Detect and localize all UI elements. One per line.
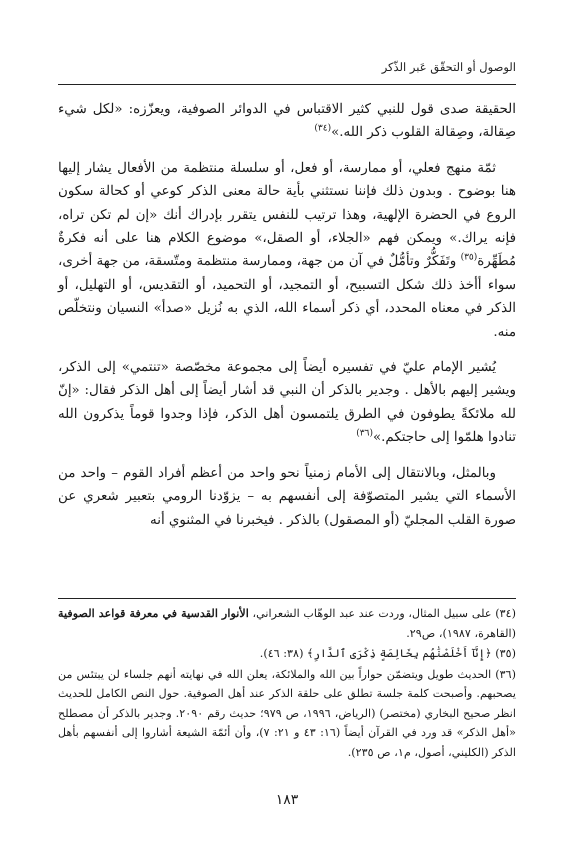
paragraph-3-text: يُشير الإمام عليّ في تفسيره أيضاً إلى مجموعة مخصّصة «تنتمي» إلى الذكر، ويشير إليهم بالأهل . وجدير بالذكر أن النبي قد أشار أيضاً إلى أهل الذكر فقال: «إنّ لله ملائكةً يطوفون في الطرق يلتمسون أهل الذكر، فإذا وجدوا قوماً يذكرون الله تنادوا هلمّوا إلى حاجتكم.»: [58, 360, 516, 446]
paragraph-2: [58, 157, 516, 344]
paragraph-1: [58, 98, 516, 145]
header-rule: [58, 84, 516, 85]
footnote-ref-34: (٣٤): [314, 123, 332, 134]
paragraph-4-text: وبالمثل، وبالانتقال إلى الأمام زمنياً نحو واحد من أعظم أفراد القوم – واحد من الأسماء التي يشير المتصوّفة إلى أنفسهم به – يزوّدنا الرومي بتعبير شعري عن صورة القلب المجليّ (أو المصقول) بالذكر . فيخبرنا في المثنوي أنه: [58, 465, 516, 528]
footnote-ref-35: (٣٥): [460, 252, 478, 263]
footnote-35: (٣٥) ﴿إِنَّآ أَخْلَصْنَٰهُم بِخَالِصَةٍ ذِكْرَى ٱلدَّارِ﴾ (٣٨: ٤٦).: [259, 647, 516, 660]
paragraph-3: [58, 356, 516, 450]
body-text: [58, 98, 516, 544]
footnote-34-post: (القاهرة، ١٩٨٧)، ص٢٩.: [406, 626, 516, 640]
paragraph-2-text-b: وتَفَكُّرٌ وتأمُّلٌ في آن من جهة، وممارسة منتظمة ومتّسقة، من جهة أخرى، سواء أأخذ ذلك شكل التسبيح، أو التمجيد، أو التحميد، أو التقديس، أو التهليل، أو الذكر في معناه المحدد، أي ذكر أسماء الله، الذي به نُزيل «صدأ» النسيان ونتخلّص منه.: [58, 254, 516, 340]
paragraph-1-text: الحقيقة صدى قول للنبي كثير الاقتباس في الدوائر الصوفية، ويعزّزه: «لكل شيء صِقالة، وصِقالة القلوب ذكر الله.»: [58, 102, 516, 141]
page-number: ١٨٣: [275, 792, 299, 808]
paragraph-2-text-a: ثمّة منهج فعلي، أو ممارسة، أو فعل، أو سلسلة منتظمة من الأفعال يشار إليها هنا بوضوح . وبدون ذلك فإننا نستثني بأية حالة معنى الذكر كوعي أو كحالة سكون الروع في الحضرة الإلهية، وهذا ترتيب للنفس يتقرر بإدراك أنك «إن لم تكن تراه، فإنه يراك.» ويمكن فهم «الجلاء، أو الصقل،» موضوع الكلام هنا على أنه فكرةٌ مُطَهِّرة: [58, 160, 516, 270]
footnote-36: (٣٦) الحديث طويل ويتضمّن حواراً بين الله والملائكة، يعلن الله في نهايته أنهم جلساء لن يبتئس من يصحبهم. وأصبحت كلمة جلسة تطلق على حلقة الذكر عند أهل الصوفية. حول النص الكامل للحديث انظر صحيح البخاري (مختصر) (الرياض، ١٩٩٦، ص ٩٧٩؛ حديث رقم ٢٠٩٠. وجدير بالذكر أن مصطلح «أهل الذكر» قد ورد في القرآن أيضاً (١٦: ٤٣ و ٢١: ٧)، وأن أئمّة الشيعة أشاروا إلى أنفسهم بأهل الذكر (الكليني، أصول، م١، ص ٢٣٥).: [58, 667, 517, 759]
footnote-34-pre: (٣٤) على سبيل المثال، وردت عند عبد الوهّاب الشعراني،: [248, 607, 516, 620]
footnote-ref-36: (٣٦): [356, 428, 373, 439]
running-head: الوصول أو التحقّق عَبر الذّكر: [381, 60, 516, 74]
footnotes: [58, 604, 516, 763]
footnote-34: [58, 604, 516, 643]
footnote-rule: [58, 598, 516, 599]
paragraph-4: [58, 462, 516, 532]
footnote-34-book-title: الأنوار القدسية في معرفة قواعد الصوفية: [58, 606, 249, 620]
